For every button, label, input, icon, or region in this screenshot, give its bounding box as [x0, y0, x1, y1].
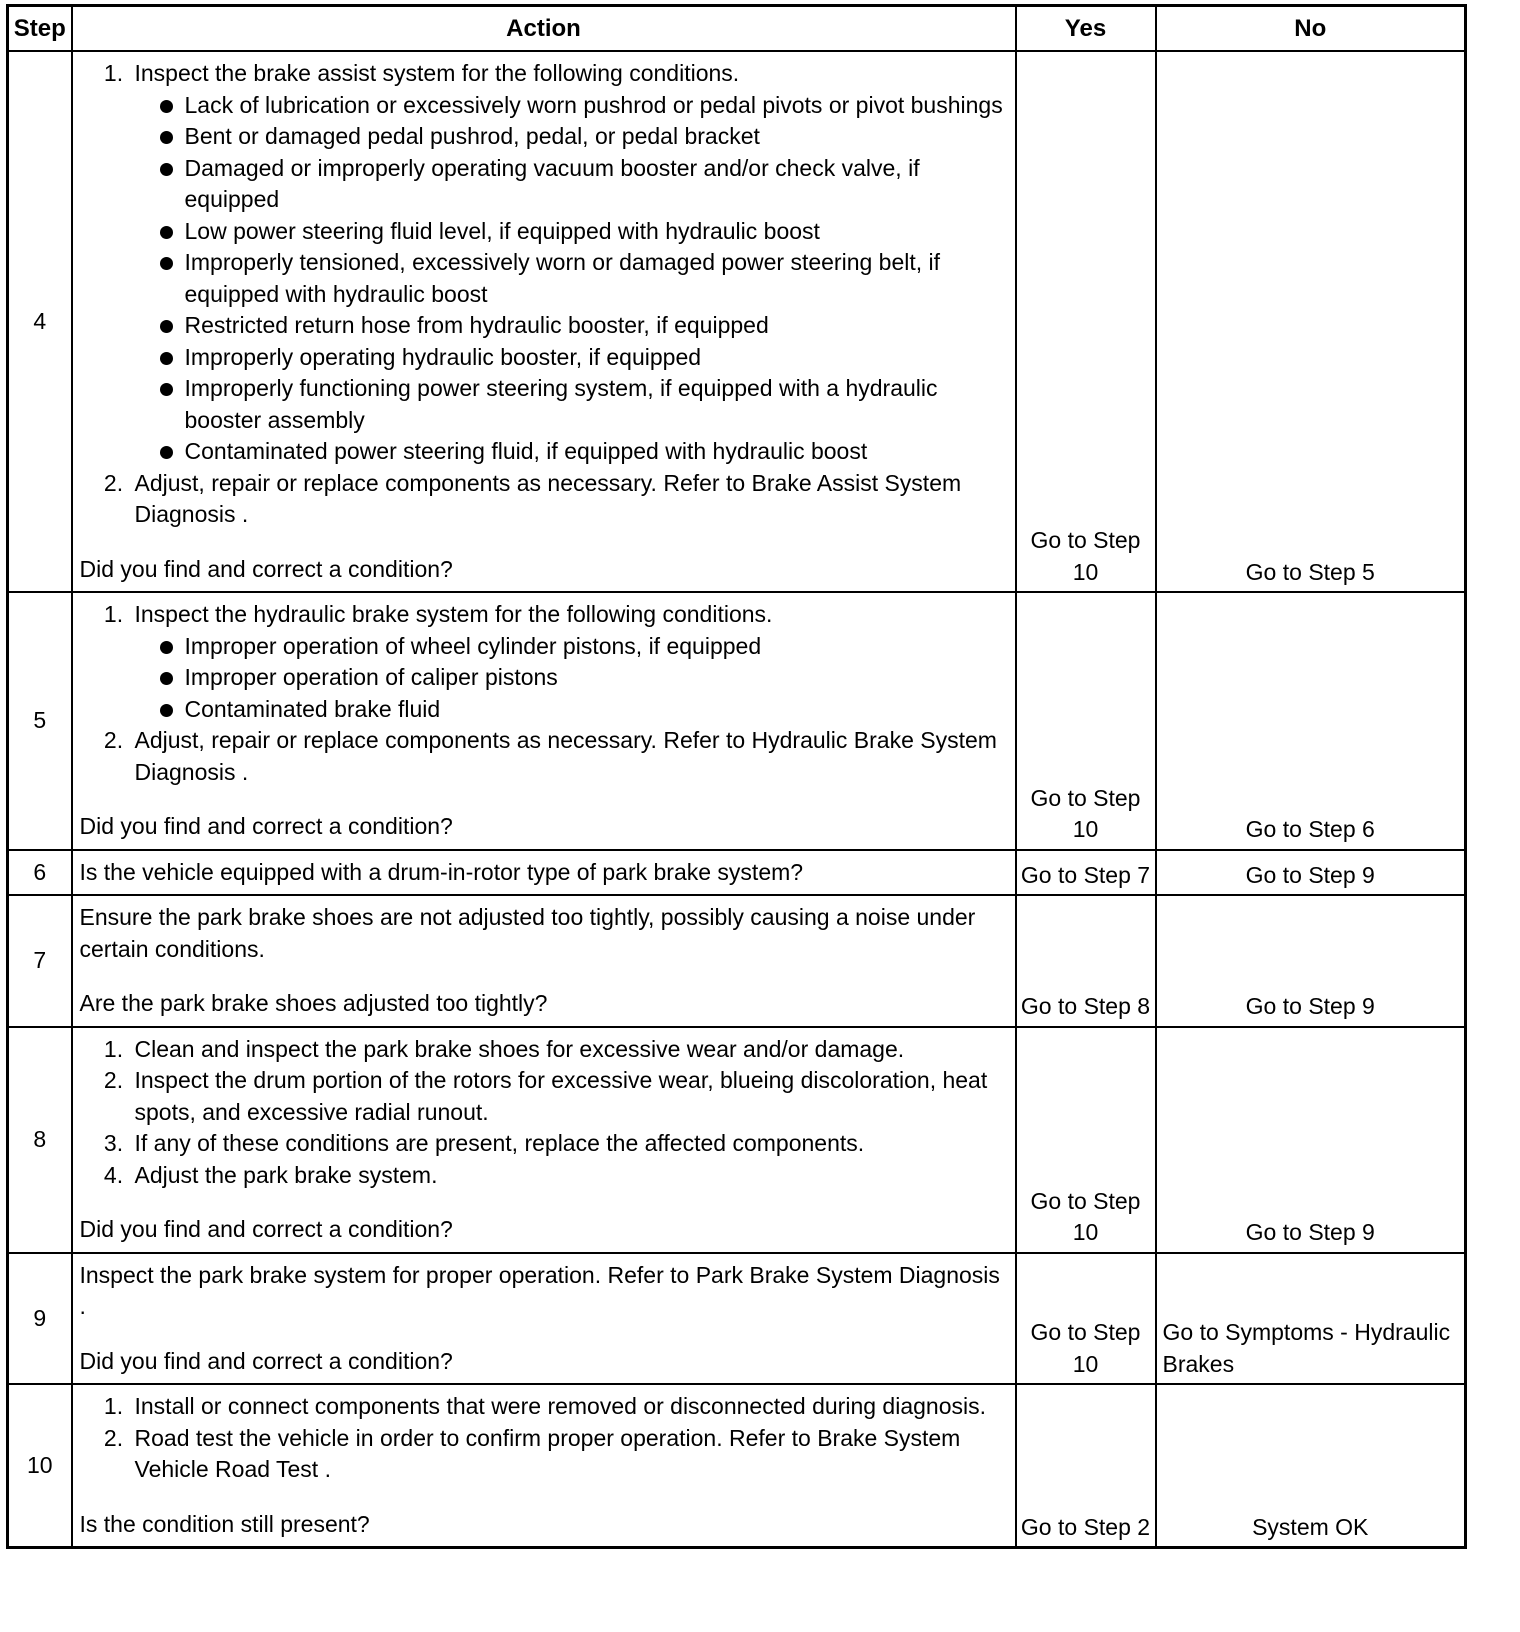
action-item [130, 599, 1005, 725]
action-text: Ensure the park brake shoes are not adjusted too tightly, possibly causing a noise under certain conditions. [79, 904, 976, 962]
table-row [8, 1253, 1466, 1385]
condition-list [135, 90, 1005, 468]
action-cell [72, 850, 1016, 896]
header-action: Action [72, 6, 1016, 52]
table-row [8, 895, 1466, 1027]
condition-item: Bent or damaged pedal pushrod, pedal, or pedal bracket [160, 121, 1005, 153]
step-number: 9 [8, 1253, 72, 1385]
condition-item: Improperly tensioned, excessively worn or damaged power steering belt, if equipped with hydraulic boost [160, 247, 1005, 310]
condition-item: Low power steering fluid level, if equipped with hydraulic boost [160, 216, 1005, 248]
condition-item: Damaged or improperly operating vacuum booster and/or check valve, if equipped [160, 153, 1005, 216]
question-text: Is the condition still present? [79, 1510, 370, 1537]
condition-item: Improperly functioning power steering system, if equipped with a hydraulic booster assembly [160, 373, 1005, 436]
condition-list [135, 631, 1005, 726]
table-row [8, 1384, 1466, 1548]
action-list [80, 1034, 1005, 1192]
action-item-text: Inspect the hydraulic brake system for the following conditions. [134, 601, 773, 627]
condition-item: Improper operation of wheel cylinder pistons, if equipped [160, 631, 1005, 663]
question-text: Is the vehicle equipped with a drum-in-rotor type of park brake system? [79, 858, 804, 885]
no-cell: Go to Symptoms - Hydraulic Brakes [1156, 1253, 1466, 1385]
step-number: 6 [8, 850, 72, 896]
action-cell [72, 1384, 1016, 1548]
yes-cell: Go to Step 10 [1016, 1027, 1156, 1253]
diagnostic-table [6, 4, 1467, 1549]
step-number: 7 [8, 895, 72, 1027]
action-text: Inspect the park brake system for proper operation. Refer to Park Brake System Diagnosis . [79, 1261, 1000, 1319]
diagnostic-table-wrapper [6, 4, 1467, 1549]
action-cell [72, 592, 1016, 850]
no-cell: Go to Step 5 [1156, 51, 1466, 592]
no-cell: Go to Step 6 [1156, 592, 1466, 850]
action-list [80, 58, 1005, 531]
step-number: 5 [8, 592, 72, 850]
step-number: 8 [8, 1027, 72, 1253]
condition-item: Restricted return hose from hydraulic booster, if equipped [160, 310, 1005, 342]
table-row [8, 592, 1466, 850]
no-cell: Go to Step 9 [1156, 850, 1466, 896]
action-item-text: Inspect the brake assist system for the following conditions. [134, 60, 740, 86]
yes-cell: Go to Step 10 [1016, 1253, 1156, 1385]
action-item [130, 58, 1005, 468]
action-item: 1. Clean and inspect the park brake shoes for excessive wear and/or damage. [130, 1034, 1005, 1066]
action-cell [72, 895, 1016, 1027]
action-item: 2. Inspect the drum portion of the rotors for excessive wear, blueing discoloration, heat spots, and excessive radial runout. [130, 1065, 1005, 1128]
header-yes: Yes [1016, 6, 1156, 52]
step-number: 10 [8, 1384, 72, 1548]
action-list [80, 1391, 1005, 1486]
action-item: 2. Adjust, repair or replace components as necessary. Refer to Hydraulic Brake System Diagnosis . [130, 725, 1005, 788]
table-row [8, 1027, 1466, 1253]
question-text: Are the park brake shoes adjusted too tightly? [79, 990, 548, 1016]
no-cell: Go to Step 9 [1156, 1027, 1466, 1253]
no-cell: System OK [1156, 1384, 1466, 1548]
yes-cell: Go to Step 8 [1016, 895, 1156, 1027]
condition-item: Lack of lubrication or excessively worn pushrod or pedal pivots or pivot bushings [160, 90, 1005, 122]
action-cell [72, 1253, 1016, 1385]
yes-cell: Go to Step 10 [1016, 51, 1156, 592]
action-cell [72, 1027, 1016, 1253]
step-number: 4 [8, 51, 72, 592]
action-item: 2. Adjust, repair or replace components as necessary. Refer to Brake Assist System Diagnosis . [130, 468, 1005, 531]
action-list [80, 599, 1005, 788]
action-item: 1. Install or connect components that were removed or disconnected during diagnosis. [130, 1391, 1005, 1423]
yes-cell: Go to Step 7 [1016, 850, 1156, 896]
question-text: Did you find and correct a condition? [79, 813, 453, 839]
yes-cell: Go to Step 2 [1016, 1384, 1156, 1548]
action-cell [72, 51, 1016, 592]
question-text: Did you find and correct a condition? [79, 1347, 453, 1374]
table-row [8, 51, 1466, 592]
header-step: Step [8, 6, 72, 52]
action-item: 2. Road test the vehicle in order to confirm proper operation. Refer to Brake System Vehicle Road Test . [130, 1423, 1005, 1486]
action-item: 3. If any of these conditions are present, replace the affected components. [130, 1128, 1005, 1160]
table-row [8, 850, 1466, 896]
question-text: Did you find and correct a condition? [79, 1216, 453, 1242]
condition-item: Contaminated power steering fluid, if equipped with hydraulic boost [160, 436, 1005, 468]
question-text: Did you find and correct a condition? [79, 555, 453, 582]
yes-cell: Go to Step 10 [1016, 592, 1156, 850]
action-item: 4. Adjust the park brake system. [130, 1160, 1005, 1192]
header-row [8, 6, 1466, 52]
condition-item: Improper operation of caliper pistons [160, 662, 1005, 694]
header-no: No [1156, 6, 1466, 52]
condition-item: Contaminated brake fluid [160, 694, 1005, 726]
no-cell: Go to Step 9 [1156, 895, 1466, 1027]
condition-item: Improperly operating hydraulic booster, if equipped [160, 342, 1005, 374]
